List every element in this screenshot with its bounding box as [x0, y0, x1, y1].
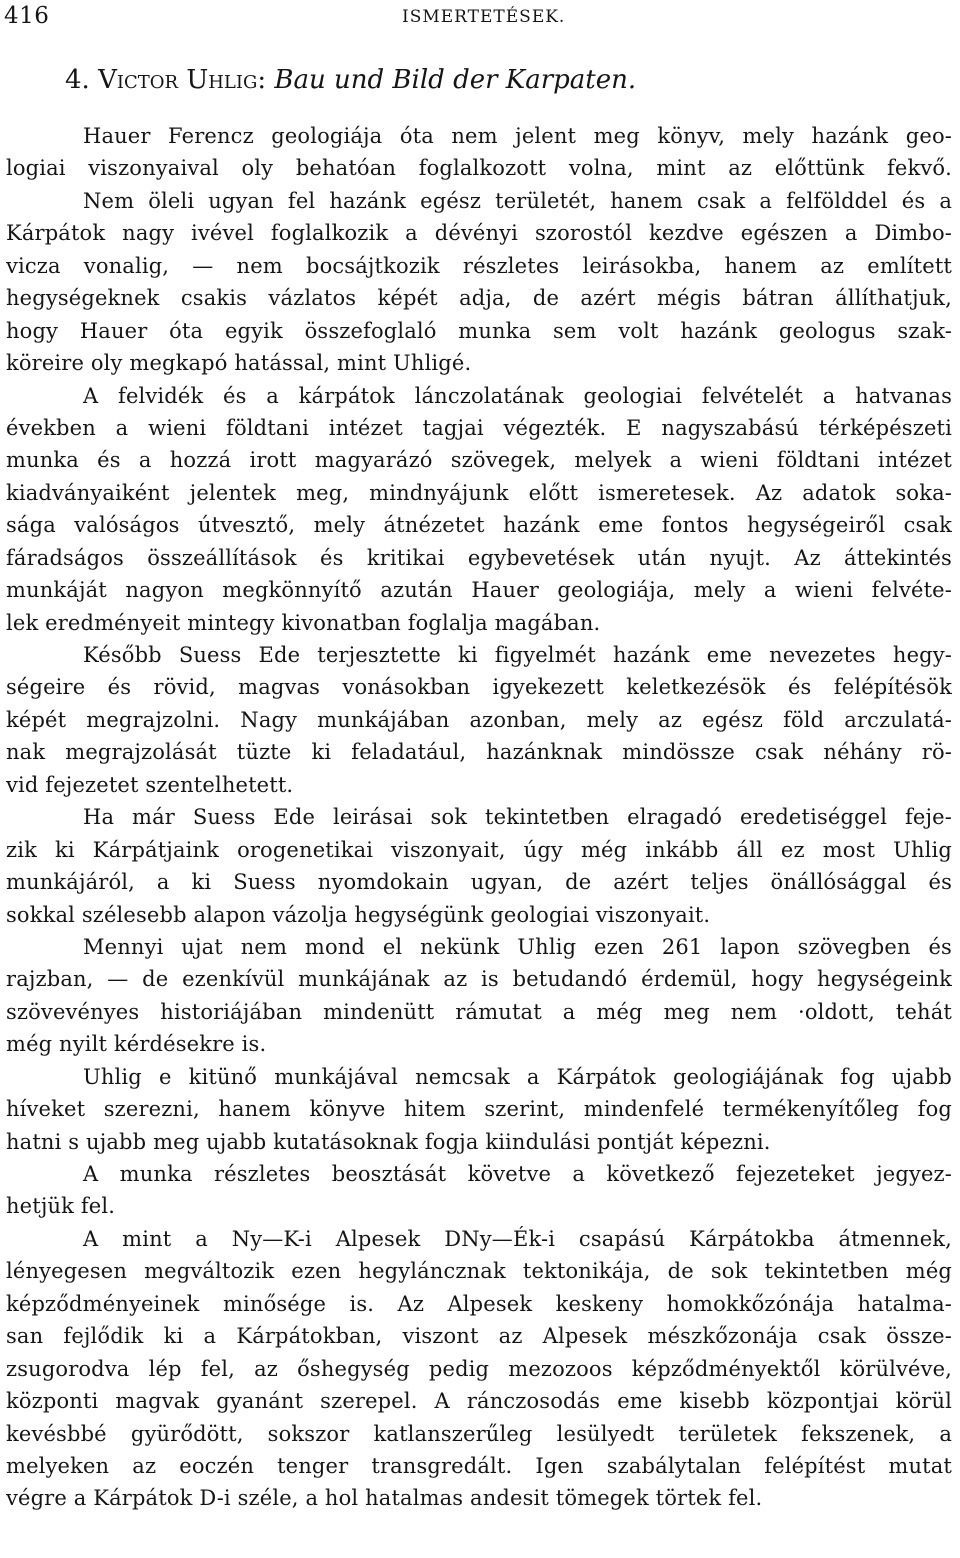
text-line: fáradságos összeállítások és kritikai egybevetések után nyujt. Az áttekintés — [6, 545, 952, 570]
page-number: 416 — [4, 3, 50, 29]
text-line: végre a Kárpátok D-i széle, a hol hatalmas andesit tömegek törtek fel. — [6, 1486, 763, 1511]
text-line: A munka részletes beosztását követve a következő fejezeteket jegyez- — [83, 1162, 952, 1186]
running-head — [0, 0, 960, 40]
text-line: hatni s ujabb meg ujabb kutatásoknak fogja kiindulási pontját képezni. — [6, 1129, 771, 1154]
text-line: sokkal szélesebb alapon vázolja hegységünk geologiai viszonyait. — [6, 902, 711, 927]
text-line: még nyilt kérdésekre is. — [6, 1032, 267, 1057]
text-line: munkáját nagyon megkönnyítő azután Hauer geologiája, mely a wieni felvéte- — [6, 578, 952, 603]
text-line: munkájáról, a ki Suess nyomdokain ugyan, de azért teljes önállósággal és — [6, 870, 952, 895]
text-line: Hauer Ferencz geologiája óta nem jelent meg könyv, mely hazánk geo- — [83, 124, 952, 148]
text-line: szövevényes historiájában mindenütt rámutat a még meg nem ·oldott, tehát — [6, 999, 952, 1024]
text-line: zik ki Kárpátjaink orogenetikai viszonyait, úgy még inkább áll ez most Uhlig — [6, 837, 952, 862]
text-line: lényegesen megváltozik ezen hegyláncznak tektonikája, de sok tekintetben még — [6, 1259, 952, 1284]
text-line: hogy Hauer óta egyik összefoglaló munka sem volt hazánk geologus szak- — [6, 318, 952, 343]
text-line: A mint a Ny—K-i Alpesek DNy—Ék-i csapású Kárpátokba átmennek, — [83, 1226, 952, 1251]
text-line: Uhlig e kitünő munkájával nemcsak a Kárpátok geologiájának fog ujabb — [83, 1064, 952, 1089]
text-line: Mennyi ujat nem mond el nekünk Uhlig ezen 261 lapon szövegben és — [83, 934, 952, 959]
text-line: köreire oly megkapó hatással, mint Uhligé. — [6, 351, 472, 376]
text-line: zsugorodva lép fel, az őshegység pedig mezozoos képződményektől körülvéve, — [6, 1356, 952, 1381]
text-line: ségeire és rövid, magvas vonásokban igyekezett keletkezésök és felépítésök — [6, 675, 952, 700]
text-line: években a wieni földtani intézet tagjai végezték. E nagyszabású térképészeti — [6, 415, 952, 440]
text-line: lek eredményeit mintegy kivonatban foglalja magában. — [6, 610, 601, 635]
text-line: hetjük fel. — [6, 1194, 116, 1219]
text-line: san fejlődik ki a Kárpátokban, viszont az Alpesek mészkőzonája csak össze- — [6, 1324, 952, 1349]
heading-separator: : — [257, 65, 267, 95]
text-line: központi magvak gyanánt szerepel. A ránczosodás eme kisebb központjai körül — [6, 1389, 952, 1414]
text-line: munka és a hozzá irott magyarázó szövegek, melyek a wieni földtani intézet — [6, 448, 952, 473]
review-book-title: Bau und Bild der Karpaten. — [274, 65, 637, 95]
text-line: melyeken az eoczén tenger transgredált. Igen szabálytalan felépítést mutat — [6, 1453, 952, 1478]
text-line: A felvidék és a kárpátok lánczolatának geologiai felvételét a hatvanas — [83, 383, 952, 408]
running-title: ISMERTETÉSEK. — [402, 7, 566, 27]
text-line: Kárpátok nagy ivével foglalkozik a dévényi szorostól kezdve egészen a Dimbo- — [6, 221, 952, 246]
text-line: rajzban, — de ezenkívül munkájának az is betudandó érdemül, hogy hegységeink — [6, 967, 952, 992]
text-line: logiai viszonyaival oly behatóan foglalkozott volna, mint az előttünk fekvő. — [6, 156, 952, 181]
text-line: képét megrajzolni. Nagy munkájában azonban, mely az egész föld arczulatá- — [6, 707, 952, 732]
text-line: Ha már Suess Ede leirásai sok tekintetben elragadó eredetiséggel feje- — [83, 805, 952, 830]
text-line: Nem öleli ugyan fel hazánk egész területét, hanem csak a felfölddel és a — [83, 188, 952, 213]
text-line: sága valóságos útvesztő, mely átnézetet hazánk eme fontos hegységeiről csak — [6, 513, 952, 538]
review-number: 4. — [65, 65, 90, 95]
text-line: hegységeknek csakis vázlatos képét adja, de azért mégis bátran állíthatjuk, — [6, 286, 952, 311]
text-line: kiadványaiként jelentek meg, mindnyájunk előtt ismeretesek. Az adatok soka- — [6, 480, 952, 505]
text-line: képződményeinek minősége is. Az Alpesek keskeny homokkőzónája hatalma- — [6, 1291, 952, 1316]
review-heading — [65, 64, 636, 96]
text-line: kevésbbé gyürődött, sokszor katlanszerűleg lesülyedt területek fekszenek, a — [6, 1421, 952, 1446]
text-line: Később Suess Ede terjesztette ki figyelmét hazánk eme nevezetes hegy- — [83, 643, 952, 667]
text-line: nak megrajzolását tüzte ki feladatául, hazánknak mindössze csak néhány rö- — [6, 740, 952, 765]
review-author: Victor Uhlig — [98, 65, 258, 95]
text-line: híveket szerezni, hanem könyve hitem szerint, mindenfelé termékenyítőleg fog — [6, 1097, 952, 1122]
text-line: vid fejezetet szentelhetett. — [6, 772, 294, 797]
text-line: vicza vonalig, — nem bocsájtkozik részletes leirásokba, hanem az említett — [6, 253, 952, 278]
review-body — [6, 120, 952, 1515]
